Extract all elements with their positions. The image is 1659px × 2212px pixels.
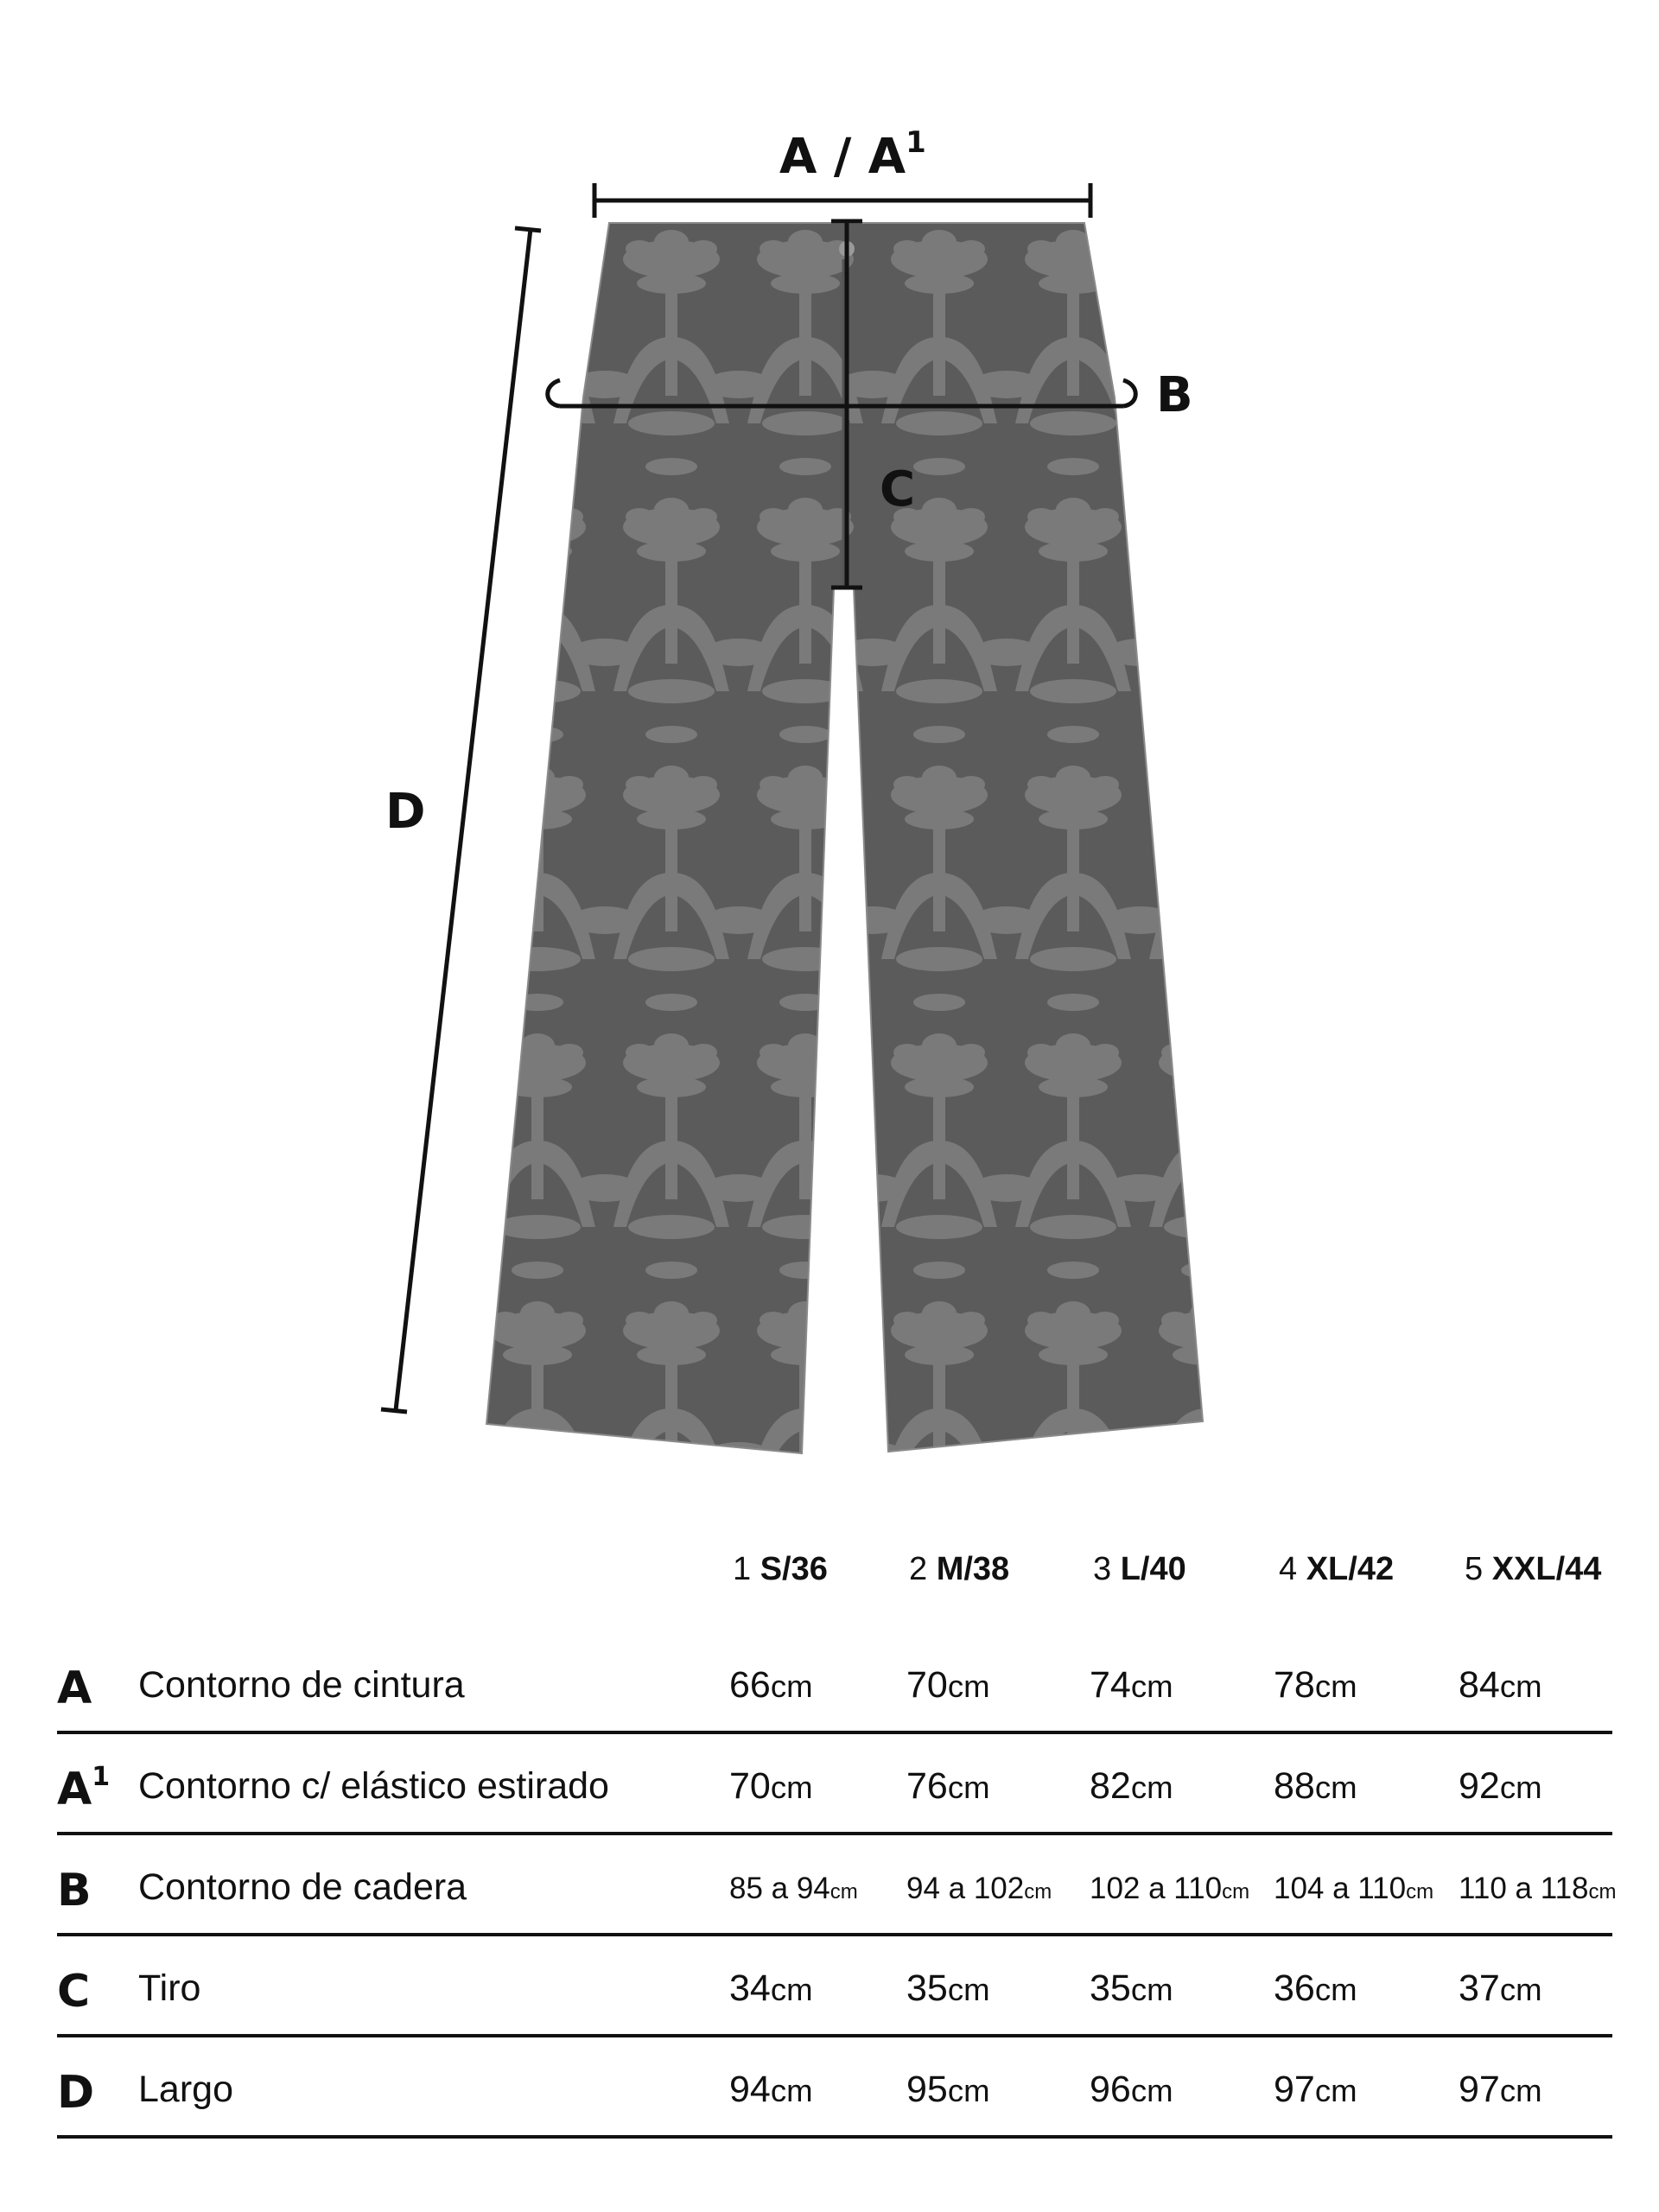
size-header-1: 1 S/36 xyxy=(733,1551,828,1587)
row-letter: A xyxy=(57,1662,92,1714)
label-d: D xyxy=(385,784,426,840)
table-cell: 70cm xyxy=(906,1664,990,1706)
table-cell: 102 a 110cm xyxy=(1090,1872,1250,1905)
table-cell: 94cm xyxy=(729,2069,813,2110)
table-cell: 66cm xyxy=(729,1664,813,1706)
row-letter: B xyxy=(57,1865,92,1916)
row-label: Contorno c/ elástico estirado xyxy=(138,1765,609,1807)
size-header-2: 2 M/38 xyxy=(909,1551,1010,1587)
size-header-4: 4 XL/42 xyxy=(1279,1551,1395,1587)
table-cell: 85 a 94cm xyxy=(729,1872,858,1905)
table-cell: 94 a 102cm xyxy=(906,1872,1052,1905)
table-cell: 92cm xyxy=(1459,1765,1542,1807)
table-row xyxy=(57,2037,1612,2139)
row-label: Contorno de cintura xyxy=(138,1664,465,1706)
table-cell: 96cm xyxy=(1090,2069,1173,2110)
table-cell: 35cm xyxy=(906,1967,990,2009)
row-label: Tiro xyxy=(138,1967,201,2009)
table-cell: 110 a 118cm xyxy=(1459,1872,1617,1905)
table-cell: 104 a 110cm xyxy=(1274,1872,1434,1905)
table-cell: 97cm xyxy=(1274,2069,1357,2110)
label-b: B xyxy=(1156,367,1193,423)
size-header-3: 3 L/40 xyxy=(1093,1551,1186,1587)
table-cell: 37cm xyxy=(1459,1967,1542,2009)
table-row xyxy=(57,1734,1612,1835)
table-cell: 78cm xyxy=(1274,1664,1357,1706)
size-header-5: 5 XXL/44 xyxy=(1465,1551,1602,1587)
label-a: A / $A^1$ xyxy=(779,125,926,185)
row-letter: C xyxy=(57,1966,91,2018)
table-cell: 97cm xyxy=(1459,2069,1542,2110)
row-letter: D xyxy=(57,2067,95,2119)
table-cell: 82cm xyxy=(1090,1765,1173,1807)
table-cell: 74cm xyxy=(1090,1664,1173,1706)
table-row xyxy=(57,1835,1617,1936)
measurement-a xyxy=(594,183,1090,218)
row-label: Contorno de cadera xyxy=(138,1866,467,1908)
table-cell: 95cm xyxy=(906,2069,990,2110)
table-cell: 88cm xyxy=(1274,1765,1357,1807)
table-cell: 35cm xyxy=(1090,1967,1173,2009)
table-cell: 70cm xyxy=(729,1765,813,1807)
table-row xyxy=(57,1936,1612,2037)
table-row xyxy=(57,1633,1612,1734)
table-cell: 84cm xyxy=(1459,1664,1542,1706)
label-c: C xyxy=(880,461,916,518)
row-label: Largo xyxy=(138,2069,233,2110)
row-letter: $A^1$ xyxy=(57,1762,111,1815)
table-cell: 36cm xyxy=(1274,1967,1357,2009)
table-cell: 34cm xyxy=(729,1967,813,2009)
table-cell: 76cm xyxy=(906,1765,990,1807)
